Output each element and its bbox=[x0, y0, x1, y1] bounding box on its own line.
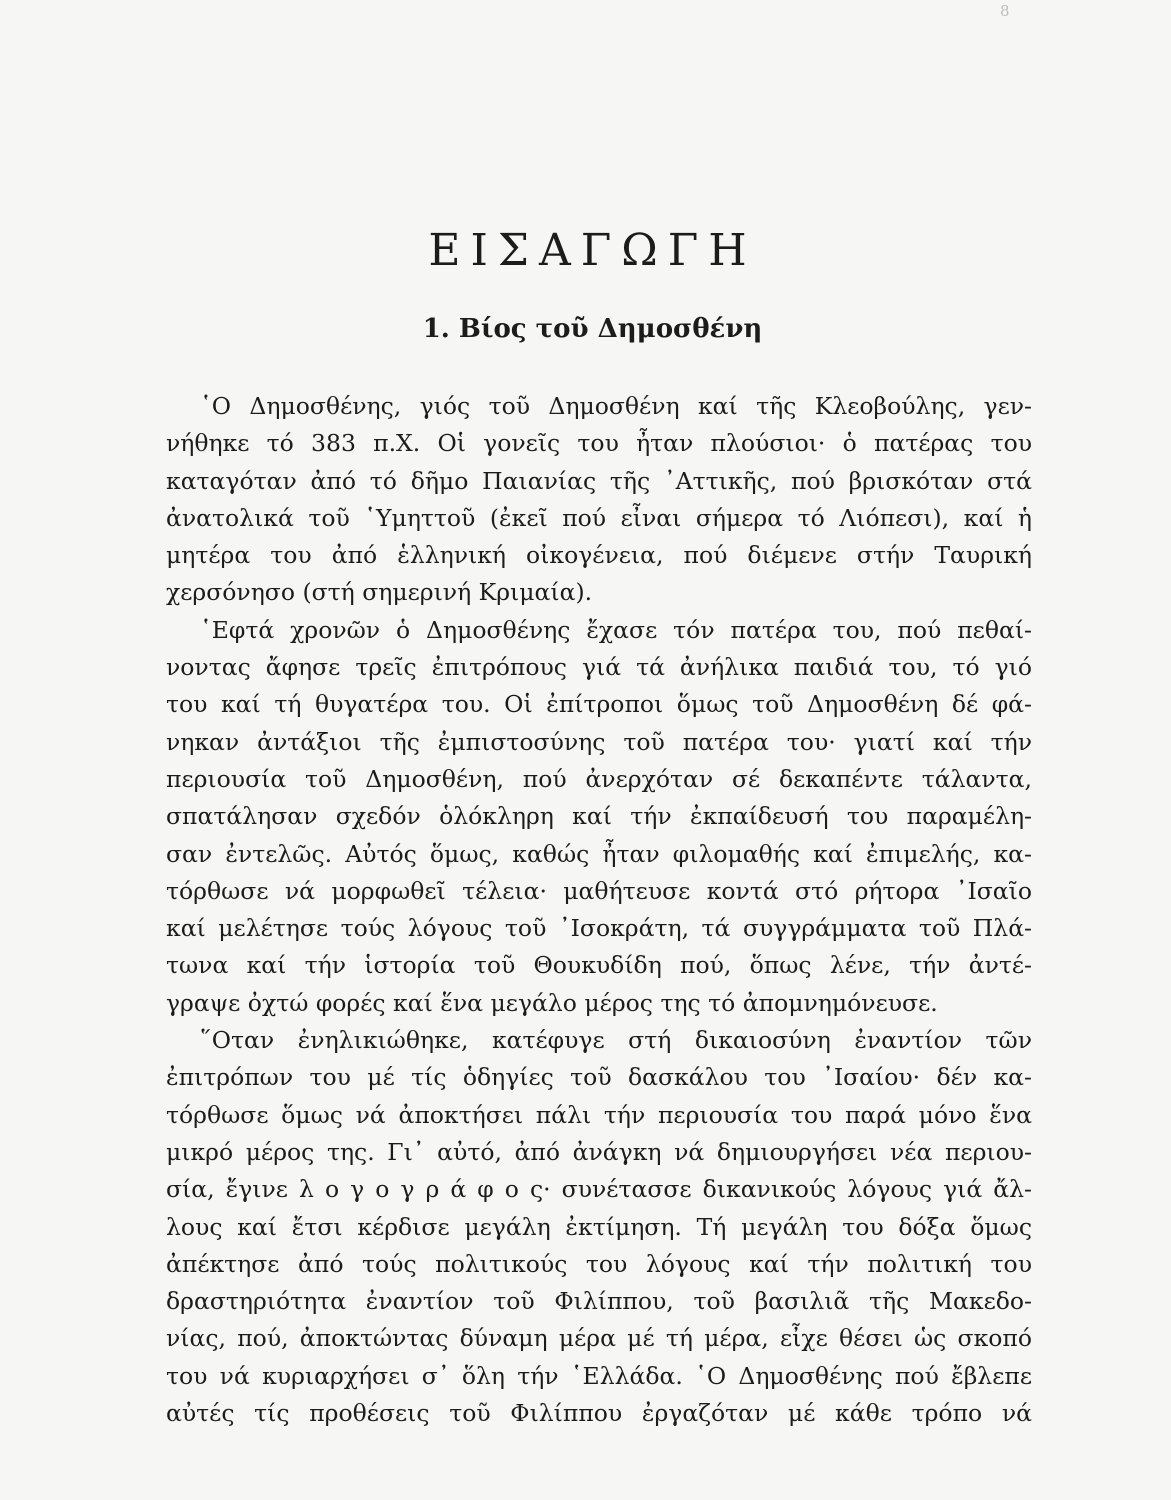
text-line: ῾Εφτά χρονῶν ὁ Δημοσθένης ἔχασε τόν πατέρα του, πού πεθαί- bbox=[200, 615, 1032, 644]
text-line: ῞Οταν ἐνηλικιώθηκε, κατέφυγε στή δικαιοσύνη ἐναντίον τῶν bbox=[200, 1026, 1032, 1055]
body-text bbox=[166, 388, 1032, 1432]
text-line: ῾Ο Δημοσθένης, γιός τοῦ Δημοσθένη καί τῆς Κλεοβούλης, γεν- bbox=[200, 392, 1032, 420]
text-line: γραψε ὀχτώ φορές καί ἕνα μεγάλο μέρος της τό ἀπομνημόνευσε. bbox=[166, 988, 938, 1017]
chapter-title: ΕΙΣΑΓΩΓΗ bbox=[428, 225, 757, 276]
text-line: δραστηριότητα ἐναντίον τοῦ Φιλίππου, τοῦ βασιλιᾶ τῆς Μακεδο- bbox=[166, 1287, 1032, 1316]
text-line: του καί τή θυγατέρα του. Οἱ ἐπίτροποι ὅμως τοῦ Δημοσθένη δέ φά- bbox=[166, 690, 1032, 719]
text-line: του νά κυριαρχήσει σ᾿ ὅλη τήν ῾Ελλάδα. ῾Ο Δημοσθένης πού ἔβλεπε bbox=[166, 1361, 1032, 1390]
text-line: λους καί ἔτσι κέρδισε μεγάλη ἐκτίμηση. Τή μεγάλη του δόξα ὅμως bbox=[166, 1212, 1032, 1241]
text-line: καί μελέτησε τούς λόγους τοῦ ᾿Ισοκράτη, τά συγγράμματα τοῦ Πλά- bbox=[166, 914, 1032, 943]
text-line: μικρό μέρος της. Γι᾿ αὐτό, ἀπό ἀνάγκη νά δημιουργήσει νέα περιου- bbox=[166, 1137, 1032, 1166]
text-line: χερσόνησο (στή σημερινή Κριμαία). bbox=[166, 578, 593, 607]
text-line: αὐτές τίς προθέσεις τοῦ Φιλίππου ἐργαζόταν μέ κάθε τρόπο νά bbox=[166, 1399, 1032, 1428]
text-line: σαν ἐντελῶς. Αὐτός ὅμως, καθώς ἦταν φιλομαθής καί ἐπιμελής, κα- bbox=[166, 839, 1032, 868]
text-line: νίας, πού, ἀποκτώντας δύναμη μέρα μέ τή μέρα, εἶχε θέσει ὡς σκοπό bbox=[166, 1324, 1032, 1353]
text-line: νοντας ἄφησε τρεῖς ἐπιτρόπους γιά τά ἀνήλικα παιδιά του, τό γιό bbox=[166, 653, 1032, 682]
text-line: σία, ἔγινε λ ο γ ο γ ρ ά φ ο ς· συνέτασσε δικανικούς λόγους γιά ἄλ- bbox=[166, 1175, 1032, 1204]
text-line: περιουσία τοῦ Δημοσθένη, πού ἀνερχόταν σέ δεκαπέντε τάλαντα, bbox=[166, 764, 1032, 793]
text-line: καταγόταν ἀπό τό δῆμο Παιανίας τῆς ᾿Αττικῆς, πού βρισκόταν στά bbox=[166, 466, 1032, 495]
text-line: ἀνατολικά τοῦ ῾Υμηττοῦ (ἐκεῖ πού εἶναι σήμερα τό Λιόπεσι), καί ἡ bbox=[166, 503, 1032, 532]
text-line: σπατάλησαν σχεδόν ὁλόκληρη καί τήν ἐκπαίδευσή του παραμέλη- bbox=[166, 802, 1032, 831]
text-line: τόρθωσε ὅμως νά ἀποκτήσει πάλι τήν περιουσία του παρά μόνο ἕνα bbox=[166, 1100, 1032, 1129]
section-heading: 1. Βίος τοῦ Δημοσθένη bbox=[422, 314, 763, 344]
page-number: 8 bbox=[1000, 2, 1010, 20]
text-line: τόρθωσε νά μορφωθεῖ τέλεια· μαθήτευσε κοντά στό ρήτορα ᾿Ισαῖο bbox=[166, 876, 1032, 905]
text-line: ἀπέκτησε ἀπό τούς πολιτικούς του λόγους καί τήν πολιτική του bbox=[166, 1249, 1032, 1278]
text-line: ἐπιτρόπων του μέ τίς ὁδηγίες τοῦ δασκάλου του ᾿Ισαίου· δέν κα- bbox=[166, 1063, 1032, 1092]
text-line: τωνα καί τήν ἱστορία τοῦ Θουκυδίδη πού, ὅπως λένε, τήν ἀντέ- bbox=[166, 951, 1032, 980]
text-line: νηκαν ἀντάξιοι τῆς ἐμπιστοσύνης τοῦ πατέρα του· γιατί καί τήν bbox=[166, 727, 1032, 756]
text-line: νήθηκε τό 383 π.Χ. Οἱ γονεῖς του ἦταν πλούσιοι· ὁ πατέρας του bbox=[166, 429, 1032, 458]
text-line: μητέρα του ἀπό ἑλληνική οἰκογένεια, πού διέμενε στήν Ταυρική bbox=[166, 541, 1032, 570]
